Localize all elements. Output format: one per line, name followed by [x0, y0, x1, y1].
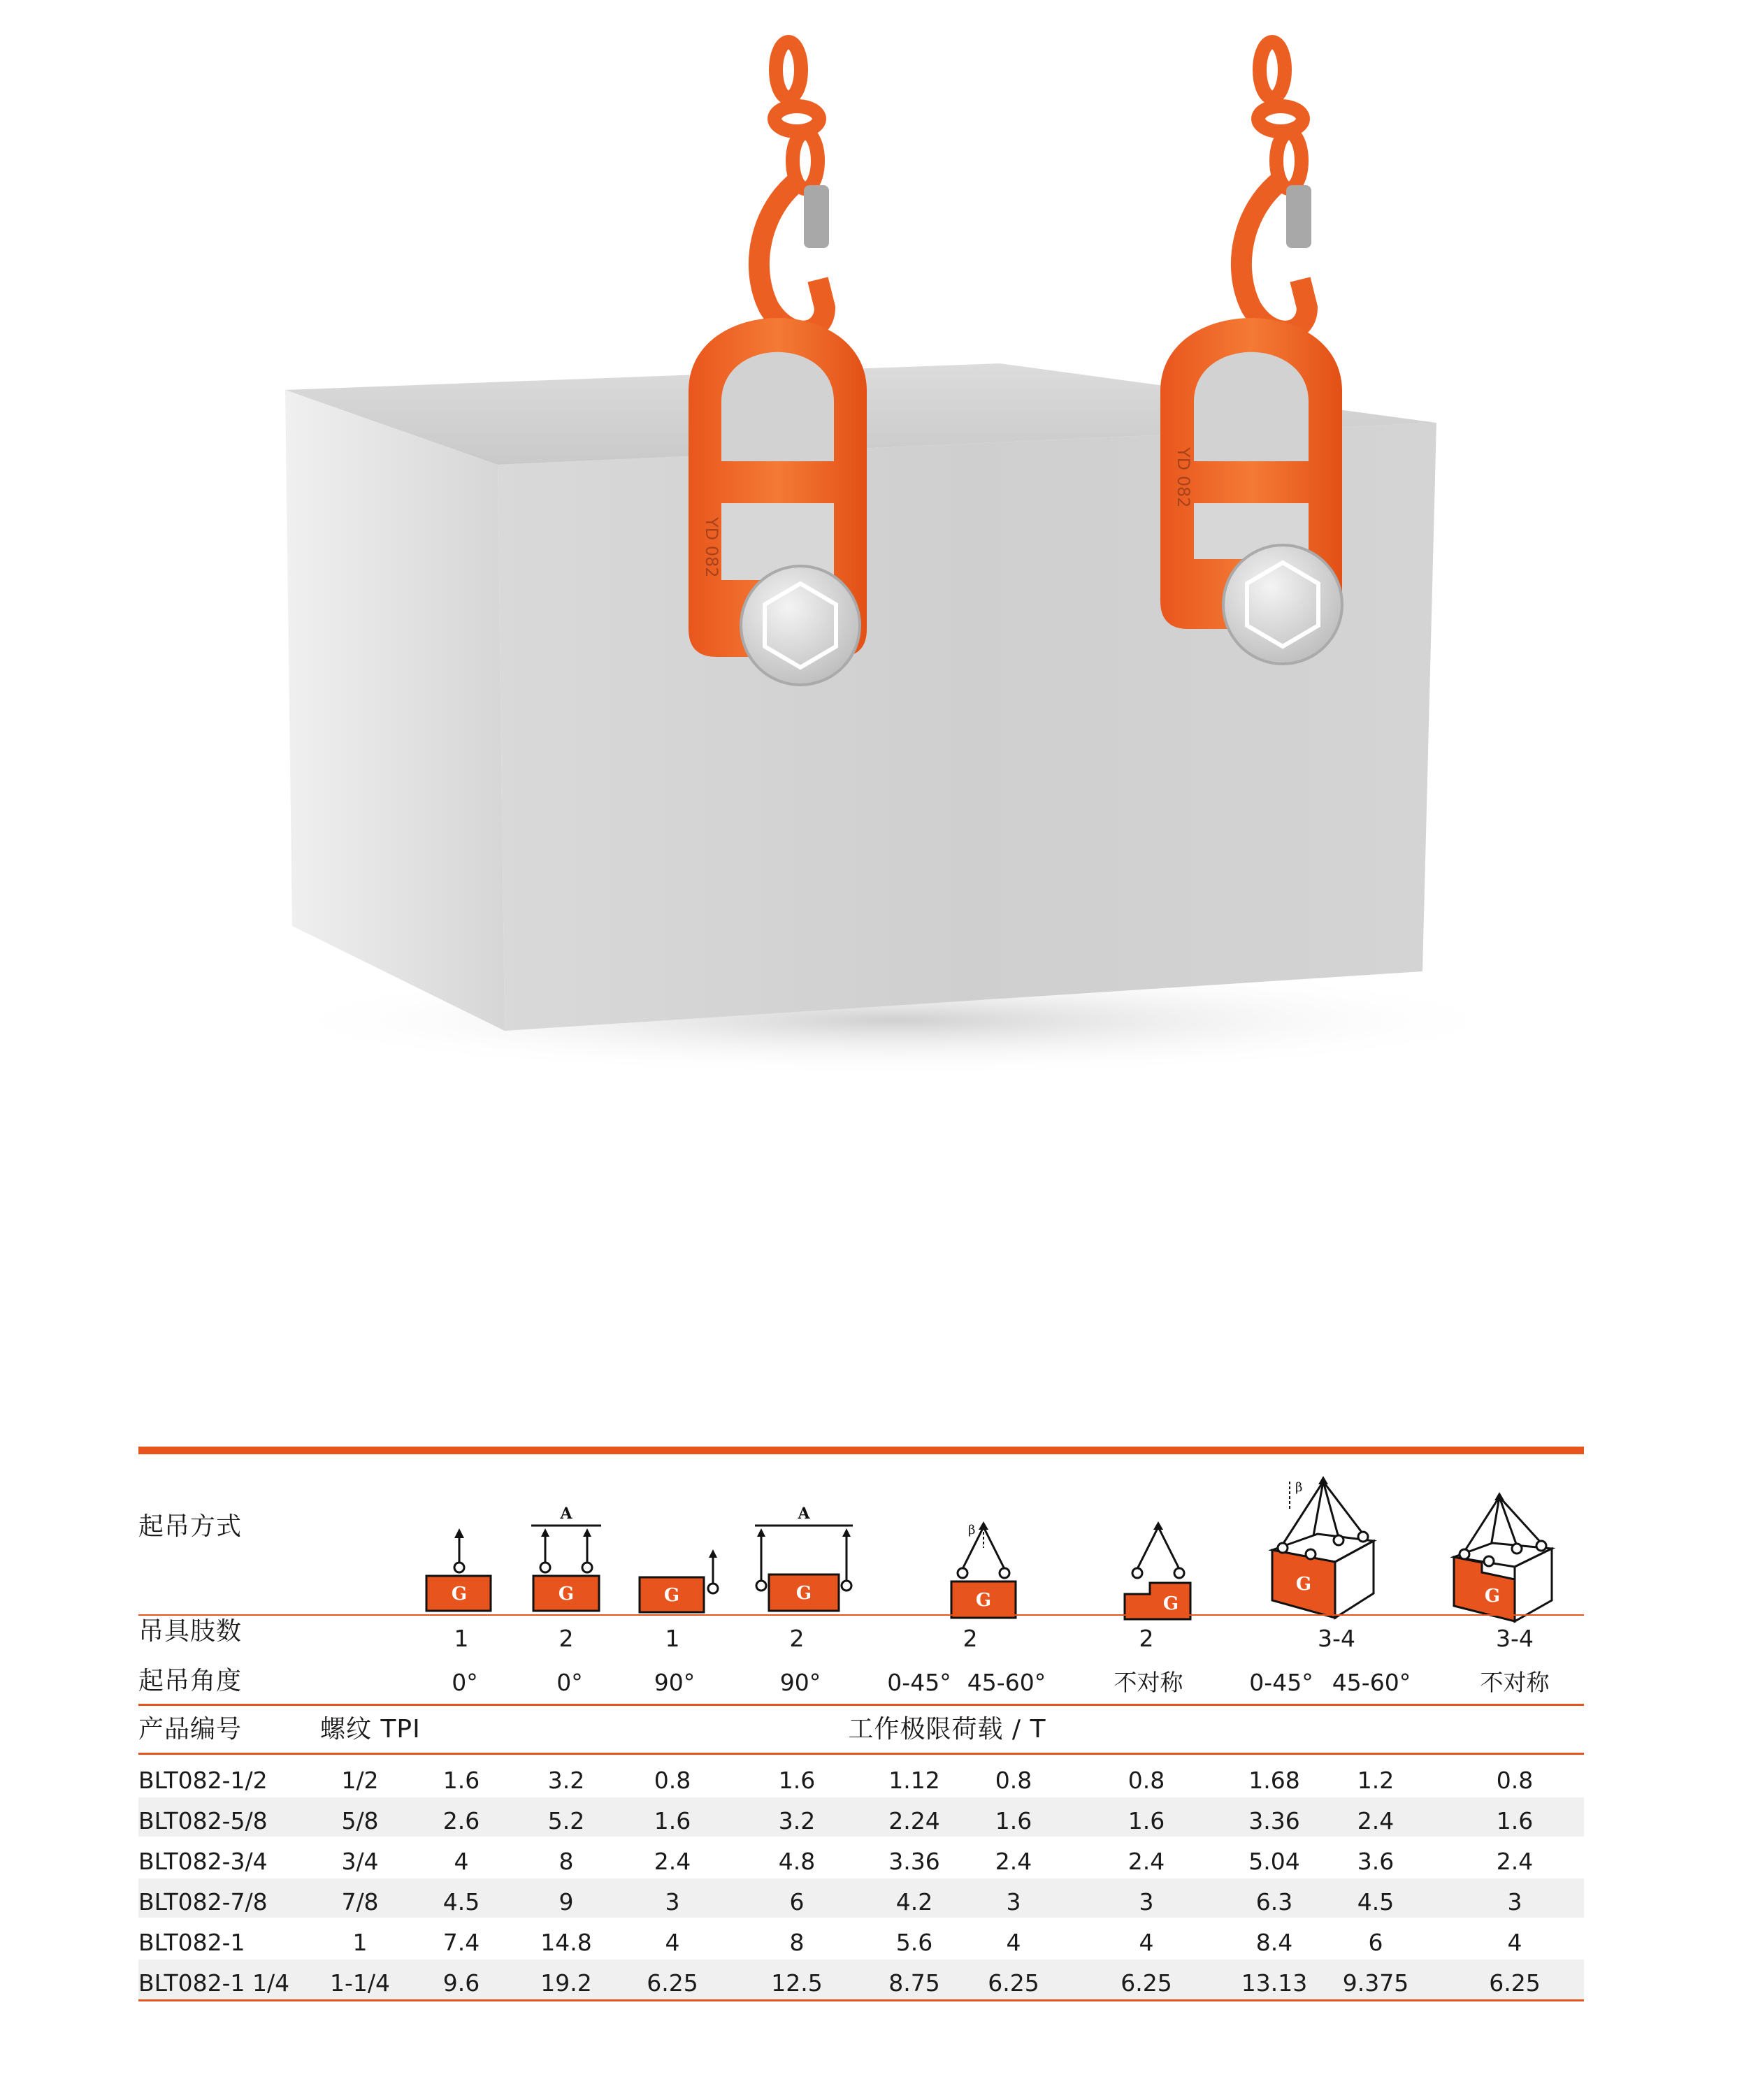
label-legs: 吊具肢数: [138, 1617, 243, 1646]
wll-value-cell: 8.75: [888, 1969, 940, 1997]
right-lifting-ring: [1160, 318, 1342, 664]
four-leg-angle-icon: [1269, 1468, 1377, 1649]
svg-text:A: A: [798, 1505, 810, 1523]
wll-value-cell: 4: [1507, 1929, 1522, 1956]
wll-value-cell: 8: [559, 1848, 574, 1875]
angle-value: 不对称: [1114, 1669, 1183, 1696]
wll-value-cell: 4.5: [1357, 1888, 1395, 1916]
wll-value-cell: 1.12: [888, 1767, 940, 1794]
wll-value-cell: 5.04: [1248, 1848, 1300, 1875]
svg-text:G: G: [975, 1590, 992, 1611]
legs-value: 1: [665, 1625, 680, 1652]
wll-value-cell: 9.6: [442, 1969, 480, 1997]
wll-value-cell: 1.6: [654, 1807, 691, 1834]
right-ring-mark: YD 082: [1174, 447, 1193, 508]
legs-value: 1: [454, 1625, 469, 1652]
wll-value-cell: 1.68: [1248, 1767, 1300, 1794]
svg-text:A: A: [560, 1505, 572, 1523]
wll-value-cell: 13.13: [1241, 1969, 1308, 1997]
wll-value-cell: 1.6: [442, 1767, 480, 1794]
wll-value-cell: 4.2: [895, 1888, 933, 1916]
angle-value: 0°: [452, 1669, 478, 1696]
table-top-rule: [138, 1447, 1584, 1454]
wll-value-cell: 0.8: [1127, 1767, 1165, 1794]
wll-value-cell: 4.8: [778, 1848, 816, 1875]
wll-value-cell: 6.3: [1255, 1888, 1293, 1916]
wll-value-cell: 6: [789, 1888, 805, 1916]
thread-cell: 1/2: [341, 1767, 379, 1794]
product-code-cell: BLT082-5/8: [138, 1807, 268, 1834]
four-leg-asymmetric-icon: [1450, 1482, 1555, 1649]
angle-value: 45-60°: [1332, 1669, 1411, 1696]
angle-value: 45-60°: [967, 1669, 1046, 1696]
wll-value-cell: 3: [1139, 1888, 1154, 1916]
wll-value-cell: 0.8: [1496, 1767, 1534, 1794]
left-chain: [774, 42, 819, 189]
divider-after-header: [138, 1753, 1584, 1755]
thread-cell: 1: [352, 1929, 368, 1956]
wll-value-cell: 2.24: [888, 1807, 940, 1834]
angle-value: 0°: [556, 1669, 583, 1696]
table-bottom-rule: [138, 1999, 1584, 2001]
label-wll: 工作极限荷载 / T: [848, 1715, 1046, 1744]
wll-value-cell: 5.6: [895, 1929, 933, 1956]
thread-cell: 3/4: [341, 1848, 379, 1875]
two-leg-angle-icon: [947, 1506, 1021, 1646]
angle-value: 0-45°: [887, 1669, 951, 1696]
divider-after-angle: [138, 1704, 1584, 1706]
wll-value-cell: 3.36: [888, 1848, 940, 1875]
double-vertical-beam-icon: [528, 1499, 605, 1646]
svg-text:G: G: [795, 1583, 812, 1604]
left-ring-mark: YD 082: [702, 517, 721, 578]
product-code-cell: BLT082-1/2: [138, 1767, 268, 1794]
legs-value: 2: [559, 1625, 574, 1652]
wll-value-cell: 6.25: [1489, 1969, 1541, 1997]
wll-value-cell: 3: [1507, 1888, 1522, 1916]
svg-text:β: β: [968, 1523, 976, 1537]
two-leg-asymmetric-icon: [1122, 1506, 1195, 1646]
double-side-90-beam-icon: [751, 1499, 856, 1646]
wll-value-cell: 3: [665, 1888, 680, 1916]
svg-text:G: G: [1162, 1593, 1179, 1614]
wll-value-cell: 3.2: [547, 1767, 585, 1794]
wll-value-cell: 1.6: [1127, 1807, 1165, 1834]
wll-value-cell: 4.5: [442, 1888, 480, 1916]
wll-value-cell: 2.4: [1496, 1848, 1534, 1875]
legs-value: 2: [1139, 1625, 1154, 1652]
wll-value-cell: 6.25: [988, 1969, 1039, 1997]
svg-text:G: G: [451, 1584, 468, 1605]
wll-value-cell: 2.6: [442, 1807, 480, 1834]
svg-text:G: G: [1295, 1574, 1312, 1595]
wll-value-cell: 8.4: [1255, 1929, 1293, 1956]
wll-value-cell: 5.2: [547, 1807, 585, 1834]
wll-value-cell: 12.5: [771, 1969, 823, 1997]
right-chain: [1258, 42, 1303, 189]
legs-value: 2: [963, 1625, 978, 1652]
label-thread: 螺纹 TPI: [320, 1715, 421, 1744]
wll-value-cell: 6.25: [1121, 1969, 1172, 1997]
wll-value-cell: 4: [1139, 1929, 1154, 1956]
wll-value-cell: 14.8: [540, 1929, 592, 1956]
thread-cell: 7/8: [341, 1888, 379, 1916]
wll-value-cell: 6.25: [647, 1969, 698, 1997]
wll-value-cell: 3.6: [1357, 1848, 1395, 1875]
svg-text:G: G: [1484, 1586, 1501, 1607]
angle-value: 0-45°: [1249, 1669, 1313, 1696]
wll-value-cell: 3: [1006, 1888, 1021, 1916]
wll-value-cell: 8: [789, 1929, 805, 1956]
angle-value: 90°: [654, 1669, 696, 1696]
wll-value-cell: 3.36: [1248, 1807, 1300, 1834]
wll-value-cell: 4: [665, 1929, 680, 1956]
product-code-cell: BLT082-1 1/4: [138, 1969, 290, 1997]
wll-value-cell: 9.375: [1342, 1969, 1409, 1997]
wll-value-cell: 4: [454, 1848, 469, 1875]
single-side-90-icon: [636, 1520, 727, 1646]
left-hook-latch: [804, 185, 829, 248]
spec-table: [0, 1447, 1758, 2006]
wll-value-cell: 2.4: [995, 1848, 1032, 1875]
wll-value-cell: 0.8: [995, 1767, 1032, 1794]
wll-value-cell: 1.6: [778, 1767, 816, 1794]
angle-value: 不对称: [1480, 1669, 1550, 1696]
angle-value: 90°: [779, 1669, 821, 1696]
wll-value-cell: 19.2: [540, 1969, 592, 1997]
left-lifting-ring: [689, 318, 867, 685]
wll-value-cell: 2.4: [654, 1848, 691, 1875]
label-angle: 起吊角度: [138, 1667, 243, 1695]
legs-value: 3-4: [1318, 1625, 1355, 1652]
wll-value-cell: 9: [559, 1888, 574, 1916]
legs-value: 2: [789, 1625, 805, 1652]
label-product-code: 产品编号: [138, 1715, 243, 1744]
wll-value-cell: 7.4: [442, 1929, 480, 1956]
divider-after-icons: [138, 1614, 1584, 1616]
product-code-cell: BLT082-3/4: [138, 1848, 268, 1875]
wll-value-cell: 1.6: [995, 1807, 1032, 1834]
wll-value-cell: 2.4: [1127, 1848, 1165, 1875]
wll-value-cell: 3.2: [778, 1807, 816, 1834]
svg-text:G: G: [663, 1585, 680, 1606]
product-code-cell: BLT082-1: [138, 1929, 245, 1956]
wll-value-cell: 2.4: [1357, 1807, 1395, 1834]
block-side-face: [285, 390, 505, 1031]
label-lifting-method: 起吊方式: [138, 1512, 243, 1541]
legs-value: 3-4: [1496, 1625, 1534, 1652]
wll-value-cell: 1.2: [1357, 1767, 1395, 1794]
svg-text:β: β: [1295, 1480, 1303, 1495]
wll-value-cell: 0.8: [654, 1767, 691, 1794]
thread-cell: 5/8: [341, 1807, 379, 1834]
right-hook-latch: [1286, 185, 1311, 248]
product-code-cell: BLT082-7/8: [138, 1888, 268, 1916]
wll-value-cell: 4: [1006, 1929, 1021, 1956]
thread-cell: 1-1/4: [329, 1969, 391, 1997]
svg-text:G: G: [558, 1584, 575, 1605]
wll-value-cell: 1.6: [1496, 1807, 1534, 1834]
wll-value-cell: 6: [1368, 1929, 1383, 1956]
